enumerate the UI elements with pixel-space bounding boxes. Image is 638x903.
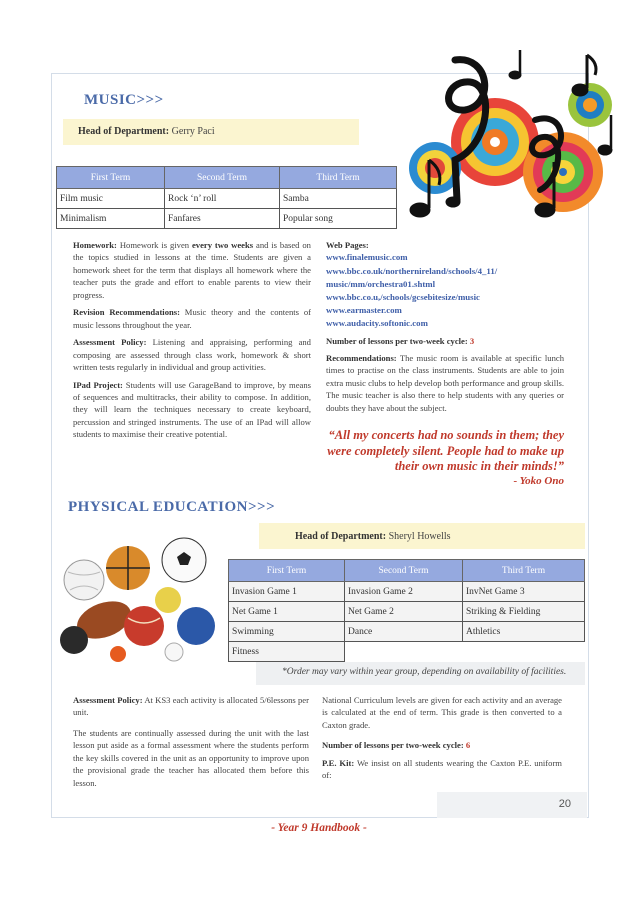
table-cell: Rock ‘n’ roll — [165, 189, 280, 209]
music-left-column — [73, 239, 311, 446]
pe-lessons-count: Number of lessons per two-week cycle: 6 — [322, 740, 471, 751]
hod-name: Sheryl Howells — [388, 531, 451, 542]
cricket-ball-icon — [124, 606, 164, 646]
pe-head-of-department — [259, 523, 585, 549]
table-cell: Invasion Game 2 — [345, 582, 463, 602]
table-cell: Invasion Game 1 — [229, 582, 345, 602]
table-cell — [463, 642, 585, 662]
music-head-of-department — [63, 119, 359, 145]
music-lessons-count: Number of lessons per two-week cycle: 3 — [326, 335, 475, 346]
bowling-ball-icon — [177, 607, 215, 645]
web-link[interactable]: www.earmaster.com — [326, 305, 402, 316]
table-cell: Popular song — [280, 209, 397, 229]
page-footer: - Year 9 Handbook - — [271, 822, 367, 834]
sports-balls-illustration — [56, 528, 221, 663]
table-cell: Striking & Fielding — [463, 602, 585, 622]
table-row — [229, 622, 585, 642]
quote-text: “All my concerts had no sounds in them; they were completely silent. People had to make up their own music in their minds!” — [327, 428, 564, 474]
ipad-paragraph: IPad Project: Students will use GarageBand to improve, by means of sequences and multitracks, their ability to compose. In addition, they will learn the techniques necessary to create keyboard, percussion and stringed instruments. The use of an IPad will allow students to maximise their creative potential. — [73, 379, 311, 440]
assessment-paragraph: Assessment Policy: At KS3 each activity is allocated 5/6lessons per unit. — [73, 695, 309, 718]
continual-assessment-paragraph: The students are continually assessed during the unit with the last lesson put aside as a formal assessment where the students perform the key skills covered in the unit as an opportunity to improve upon the provisional grade the teacher has allocated them before this lesson. — [73, 727, 309, 788]
table-cell: Net Game 2 — [345, 602, 463, 622]
web-link[interactable]: www.audacity.softonic.com — [326, 318, 428, 329]
table-cell — [345, 642, 463, 662]
table-cell: Film music — [57, 189, 165, 209]
web-link[interactable]: www.finalemusic.com — [326, 252, 408, 263]
table-header: Third Term — [280, 167, 397, 189]
table-header: First Term — [57, 167, 165, 189]
volleyball-icon — [64, 560, 104, 600]
revision-paragraph: Revision Recommendations: Music theory and the contents of music lessons throughout the year. — [73, 307, 311, 330]
pe-kit-paragraph: P.E. Kit: We insist on all students wearing the Caxton P.E. uniform of: — [322, 757, 562, 781]
table-header: Second Term — [165, 167, 280, 189]
music-section-title: MUSIC>>> — [84, 92, 164, 108]
web-pages-heading: Web Pages: — [326, 240, 369, 250]
pe-left-column — [73, 694, 309, 794]
web-link[interactable]: www.bbc.co.uk/northernireland/schools/4_11/ music/mm/orchestra01.shtml — [326, 265, 498, 289]
national-curriculum-paragraph: National Curriculum levels are given for each activity and an average is calculated at the end of term. This grade is then converted to a Caxton grade. — [322, 695, 562, 730]
hod-label: Head of Department: — [295, 531, 387, 542]
order-note: *Order may vary within year group, depending on availability of facilities. — [256, 662, 585, 685]
table-cell: Minimalism — [57, 209, 165, 229]
quote-author: - Yoko Ono — [513, 474, 564, 487]
table-cell: Fanfares — [165, 209, 280, 229]
tennis-ball-icon — [155, 587, 181, 613]
pe-right-column — [322, 694, 562, 787]
music-right-column — [326, 239, 564, 419]
quote-block — [324, 428, 564, 489]
assessment-paragraph: Assessment Policy: Listening and appraising, performing and composing are assessed through class work, homework & short written tests regularly in individual and group activities. — [73, 337, 311, 373]
golf-ball-icon — [165, 643, 183, 661]
web-link[interactable]: www.bbc.co.u,/schools/gcsebitesize/music — [326, 292, 480, 303]
table-row — [229, 642, 585, 662]
table-cell: Swimming — [229, 622, 345, 642]
table-cell: Net Game 1 — [229, 602, 345, 622]
ball-icon — [60, 626, 88, 654]
table-cell: InvNet Game 3 — [463, 582, 585, 602]
table-cell: Fitness — [229, 642, 345, 662]
table-cell: Athletics — [463, 622, 585, 642]
pe-terms-table — [228, 559, 585, 662]
table-row — [57, 209, 397, 229]
recommendations-paragraph: Recommendations: The music room is available at specific lunch times to practise on the class instruments. Students are able to join extra music clubs to help develop both performance and group skills. The music teacher is also there to help students with any queries or doubts they have about the subject. — [326, 353, 564, 413]
table-cell: Samba — [280, 189, 397, 209]
ball-icon — [110, 646, 126, 662]
music-notes-illustration — [395, 50, 620, 220]
table-header: First Term — [229, 560, 345, 582]
table-row — [229, 602, 585, 622]
music-terms-table — [56, 166, 397, 229]
hod-label: Head of Department: — [78, 126, 170, 137]
table-header: Second Term — [345, 560, 463, 582]
homework-paragraph: Homework: Homework is given every two weeks and is based on the topics studied in lessons at the time. Students are given a homework sheet for the term that displays all homework where the teacher puts the grade and effort to enable parents to view their progress. — [73, 240, 311, 300]
hod-name: Gerry Paci — [171, 126, 215, 137]
table-cell: Dance — [345, 622, 463, 642]
pe-section-title: PHYSICAL EDUCATION>>> — [68, 499, 276, 515]
table-row — [229, 582, 585, 602]
table-header: Third Term — [463, 560, 585, 582]
table-row — [57, 189, 397, 209]
page-number: 20 — [437, 792, 587, 818]
